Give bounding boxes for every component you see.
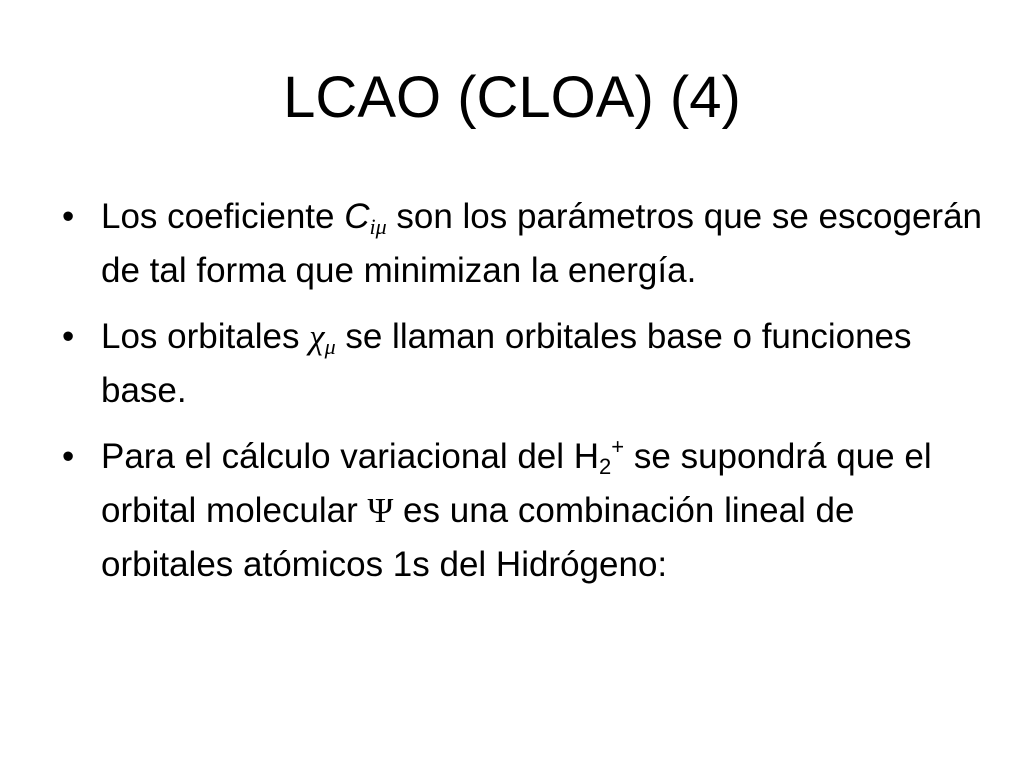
bullet-item-orbitals [62,310,982,418]
bullet-item-variational [62,430,982,592]
bullet-item-coefficients [62,190,982,298]
h2-subscript: 2 [599,454,612,479]
bullet-text: se llaman orbitales base o funciones base. [101,317,912,410]
h2-superscript: + [611,434,625,459]
bullet-list [62,190,982,604]
bullet-marker: • [62,317,75,356]
bullet-text: Para el cálculo variacional del H [101,437,600,476]
coefficient-subscript: iμ [369,214,387,239]
chi-subscript: μ [324,334,336,359]
bullet-text: se supondrá que el orbital molecular [101,437,932,530]
bullet-text: Los coeficiente [101,197,345,236]
bullet-text: son los parámetros que se escogerán de tal forma que minimizan la energía. [101,197,982,290]
bullet-text: Los orbitales [101,317,310,356]
psi-symbol: Ψ [367,491,394,530]
bullet-marker: • [62,197,75,236]
chi-symbol: χ [309,317,325,356]
bullet-marker: • [62,437,75,476]
slide-title: LCAO (CLOA) (4) [283,65,741,130]
coefficient-symbol: C [344,197,370,236]
bullet-text: es una combinación lineal de orbitales atómicos 1s del Hidrógeno: [101,491,855,584]
